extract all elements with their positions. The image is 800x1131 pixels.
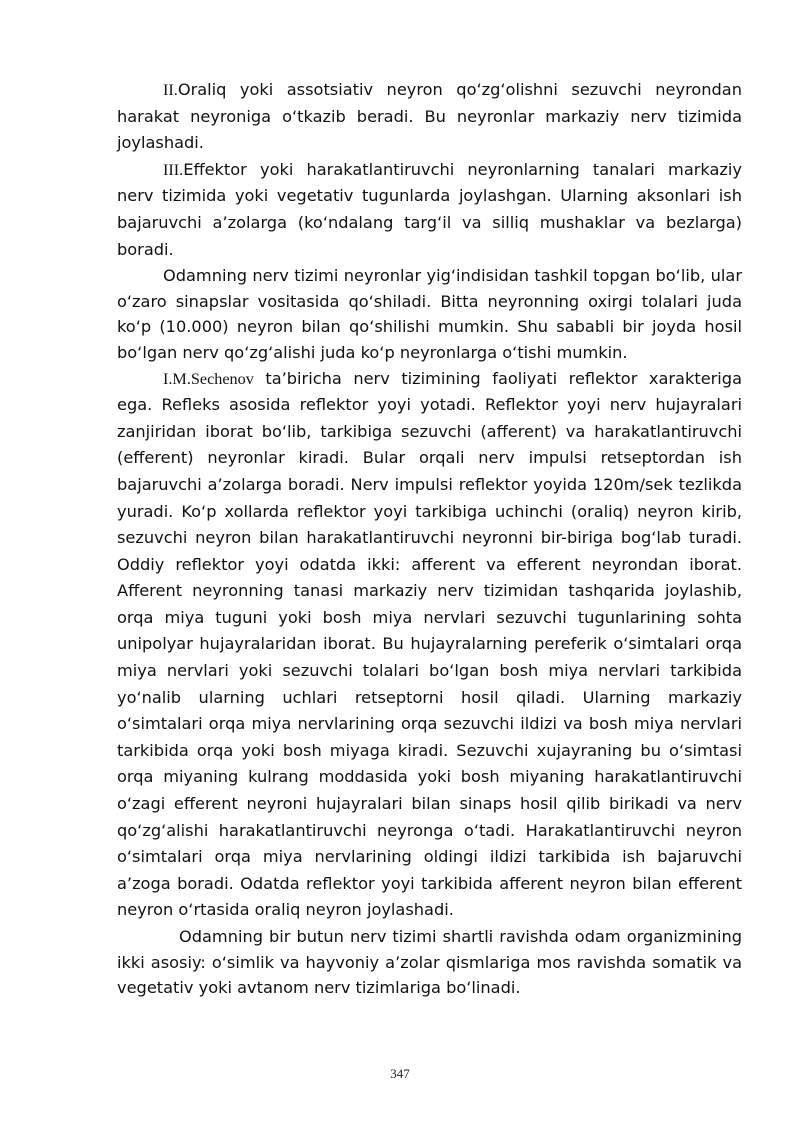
- paragraph-text: Oraliq yoki assotsiativ neyron qo‘zg‘olishni sezuvchi neyrondan harakat neyroniga o‘tkazib beradi. Bu neyronlar markaziy nerv tizimida joylashadi.: [117, 80, 742, 153]
- author-name: I.M.Sechenov: [163, 369, 254, 388]
- paragraph-interneuron: [117, 77, 742, 157]
- paragraph-text: Odamning bir butun nerv tizimi shartli ravishda odam organizmining ikki asosiy: o‘simlik va hayvoniy a’zolar qismlariga mos ravishda somatik va vegetativ yoki avtanom nerv tizimlariga bo‘linadi.: [117, 927, 742, 998]
- paragraph-reflex-arc: [117, 366, 742, 924]
- document-body: [117, 77, 742, 1001]
- paragraph-somatic-vegetative: [117, 924, 742, 1001]
- paragraph-nervous-system: [117, 263, 742, 365]
- paragraph-effector: [117, 157, 742, 263]
- paragraph-text: Odamning nerv tizimi neyronlar yig‘indisidan tashkil topgan bo‘lib, ular o‘zaro sinapslar vositasida qo‘shiladi. Bitta neyronning oxirgi tolalari juda ko‘p (10.000) neyron bilan qo‘shilishi mumkin. Shu sababli bir joyda hosil bo‘lgan nerv qo‘zg‘alishi juda ko‘p neyronlarga o‘tishi mumkin.: [117, 266, 742, 362]
- paragraph-text: ta’biricha nerv tizimining faoliyati reflektor xarakteriga ega. Refleks asosida reflektor yoyi yotadi. Reflektor yoyi nerv hujayralari zanjiridan iborat bo‘lib, tarkibiga sezuvchi (afferent) va harakatlantiruvchi (efferent) neyronlar kiradi. Bular orqali nerv impulsi retseptordan ish bajaruvchi a’zolarga boradi. Nerv impulsi reflektor yoyida 120m/sek tezlikda yuradi. Ko‘p xollarda reflektor yoyi tarkibiga uchinchi (oraliq) neyron kirib, sezuvchi neyron bilan harakatlantiruvchi neyronni bir-biriga bog‘lab turadi. Oddiy reflektor yoyi odatda ikki: afferent va efferent neyrondan iborat. Afferent neyronning tanasi markaziy nerv tizimidan tashqarida joylashib, orqa miya tuguni yoki bosh miya nervlari sezuvchi tugunlarining sohta unipolyar hujayralaridan iborat. Bu hujayralarning pereferik o‘simtalari orqa miya nervlari yoki sezuvchi tolalari bo‘lgan bosh miya nervlari tarkibida yo‘nalib ularning uchlari retseptorni hosil qiladi. Ularning markaziy o‘simtalari orqa miya nervlarining orqa sezuvchi ildizi va bosh miya nervlari tarkibida orqa yoki bosh miyaga kiradi. Sezuvchi xujayraning bu o‘simtasi orqa miyaning kulrang moddasida yoki bosh miyaning harakatlantiruvchi o‘zagi efferent neyroni hujayralari bilan sinaps hosil qilib birikadi va nerv qo‘zg‘alishi harakatlantiruvchi neyronga o‘tadi. Harakatlantiruvchi neyron o‘simtalari orqa miya nervlarining oldingi ildizi tarkibida ish bajaruvchi a’zoga boradi. Odatda reflektor yoyi tarkibida afferent neyron bilan efferent neyron o‘rtasida oraliq neyron joylashadi.: [117, 368, 742, 920]
- page-number: 347: [390, 1066, 410, 1081]
- roman-numeral-ii: II.: [163, 81, 178, 99]
- roman-numeral-iii: III.: [163, 160, 184, 179]
- paragraph-text: Effektor yoki harakatlantiruvchi neyronlarning tanalari markaziy nerv tizimida yoki vegetativ tugunlarda joylashgan. Ularning aksonlari ish bajaruvchi a’zolarga (ko‘ndalang targ‘il va silliq mushaklar va bezlarga) boradi.: [117, 159, 742, 259]
